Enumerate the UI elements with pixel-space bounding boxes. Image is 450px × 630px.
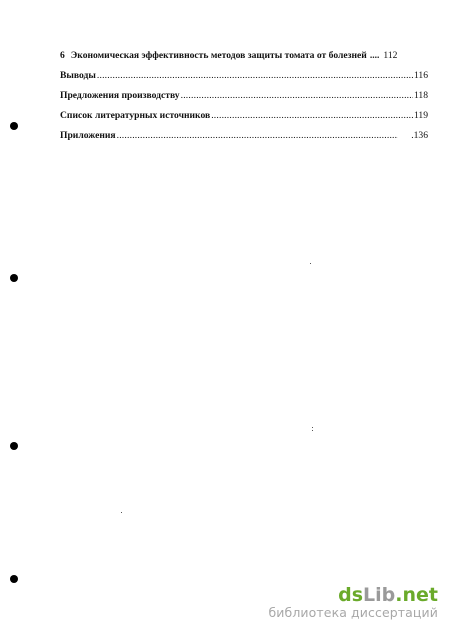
binder-hole-mark [10,122,18,130]
toc-entry-title: Выводы [60,70,96,81]
toc-entry-page: .136 [411,130,428,141]
toc-entry-leader: .... [369,50,380,61]
toc-entry-title: Список литературных источников [60,110,211,121]
toc-entry [60,70,428,90]
toc-entry [60,110,428,130]
toc-entry-page: 118 [413,90,428,101]
binder-hole-mark [10,575,18,583]
dslib-logo: dsLib.net [338,584,438,606]
toc-dot-leader [97,70,413,81]
table-of-contents [60,50,428,150]
toc-entry [60,50,428,70]
toc-entry-title: Предложения производству [60,90,180,101]
toc-entry-title [60,50,367,61]
toc-entry-page: 116 [413,70,428,81]
toc-dot-leader [181,90,413,101]
toc-dot-leader [211,110,413,121]
dslib-watermark [269,585,439,620]
toc-entry-title: Приложения [60,130,116,141]
toc-entry-page: 112 [383,50,398,61]
binder-hole-mark [10,274,18,282]
dslib-subtitle: библиотека диссертаций [268,605,438,620]
scan-speck [312,430,313,431]
toc-entry-text: Экономическая эффективность методов защиты томата от болезней [70,50,367,61]
toc-dot-leader [117,130,399,141]
toc-entry [60,130,428,150]
scan-speck [121,512,122,513]
toc-entry [60,90,428,110]
scan-speck [310,263,311,264]
binder-hole-mark [10,442,18,450]
toc-entry-number: 6 [60,50,65,61]
toc-entry-page: 119 [413,110,428,121]
scan-speck [312,427,313,428]
